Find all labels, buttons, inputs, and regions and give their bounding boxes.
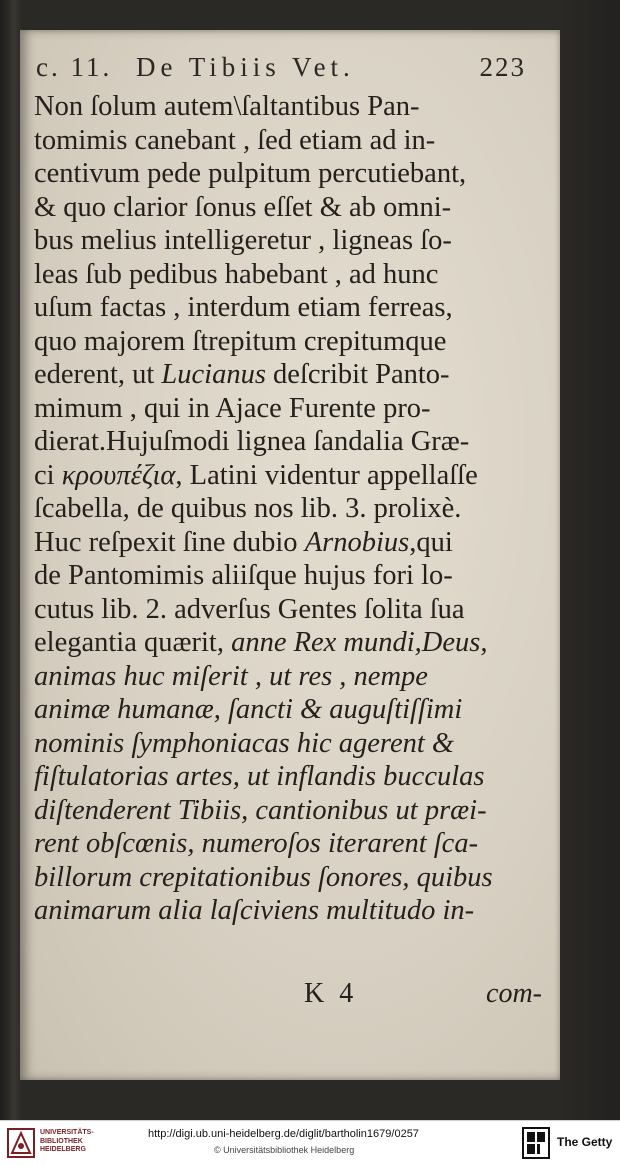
roman-text: ,qui bbox=[409, 526, 453, 558]
roman-text: bus melius intelligeretur , ligneas ſo- bbox=[34, 225, 452, 256]
italic-text: nominis ſymphoniacas hic agerent & bbox=[34, 727, 455, 759]
text-line bbox=[34, 258, 546, 292]
text-line bbox=[34, 291, 546, 325]
page-number: 223 bbox=[479, 52, 526, 82]
roman-text: Non ſolum autem\ſaltantibus Pan- bbox=[34, 91, 420, 122]
italic-text: animæ humanæ, ſancti & auguſtiſſimi bbox=[34, 694, 463, 725]
copyright-notice: © Universitätsbibliothek Heidelberg bbox=[214, 1145, 355, 1155]
signature-mark: K 4 bbox=[304, 978, 358, 1009]
italic-text: κρουπέζια bbox=[61, 459, 176, 491]
roman-text: quo majorem ſtrepitum crepitumque bbox=[34, 325, 447, 357]
roman-text: uſum factas , interdum etiam ferreas, bbox=[34, 292, 453, 323]
roman-text: & quo clarior ſonus eſſet & ab omni- bbox=[34, 191, 452, 223]
roman-text: deſcribit Panto- bbox=[265, 359, 450, 390]
text-line bbox=[34, 425, 546, 459]
italic-text: animas huc miſerit , ut res , nempe bbox=[34, 660, 428, 692]
italic-text: fiſtulatorias artes, ut inflandis bucculas bbox=[34, 761, 485, 792]
text-line bbox=[34, 794, 546, 828]
text-line bbox=[34, 459, 546, 493]
text-line bbox=[34, 827, 546, 861]
getty-logo-icon bbox=[522, 1127, 550, 1159]
viewer-footer-bar bbox=[0, 1120, 620, 1165]
text-line bbox=[34, 492, 546, 526]
roman-text: cutus lib. 2. adverſus Gentes ſolita ſua bbox=[34, 593, 465, 625]
page-footer bbox=[34, 978, 546, 1018]
text-line bbox=[34, 760, 546, 794]
roman-text: ſcabella, de quibus nos lib. 3. prolixè. bbox=[34, 493, 462, 524]
text-line bbox=[34, 894, 546, 928]
text-line bbox=[34, 224, 546, 258]
text-line bbox=[34, 358, 546, 392]
catchword: com- bbox=[486, 978, 542, 1009]
italic-text: Arnobius bbox=[304, 526, 410, 558]
roman-text: elegantia quærit, bbox=[34, 627, 232, 658]
partner-name: The Getty bbox=[557, 1135, 613, 1149]
text-line bbox=[34, 392, 546, 426]
roman-text: tomimis canebant , ſed etiam ad in- bbox=[34, 124, 436, 156]
running-title: De Tibiis Vet. bbox=[136, 52, 355, 82]
text-line bbox=[34, 124, 546, 158]
text-line bbox=[34, 559, 546, 593]
text-line bbox=[34, 861, 546, 895]
running-head bbox=[36, 52, 536, 92]
roman-text: centivum pede pulpitum percutiebant, bbox=[34, 158, 467, 189]
text-line bbox=[34, 526, 546, 560]
text-line bbox=[34, 727, 546, 761]
italic-text: billorum crepitationibus ſonores, quibus bbox=[34, 861, 493, 893]
text-line bbox=[34, 660, 546, 694]
italic-text: diſtenderent Tibiis, cantionibus ut præi- bbox=[34, 794, 487, 826]
roman-text: de Pantomimis aliiſque hujus fori lo- bbox=[34, 560, 453, 591]
italic-text: anne Rex mundi,Deus, bbox=[231, 627, 488, 658]
text-line bbox=[34, 191, 546, 225]
roman-text: leas ſub pedibus habebant , ad hunc bbox=[34, 258, 439, 290]
italic-text: Lucianus bbox=[161, 359, 266, 390]
chapter-label: c. 11. bbox=[36, 52, 113, 82]
body-text bbox=[34, 90, 546, 928]
text-line bbox=[34, 90, 546, 124]
roman-text: ci bbox=[34, 459, 62, 491]
text-line bbox=[34, 593, 546, 627]
roman-text: ederent, ut bbox=[34, 359, 162, 390]
text-line bbox=[34, 693, 546, 727]
book-page bbox=[20, 30, 560, 1080]
roman-text: mimum , qui in Ajace Furente pro- bbox=[34, 392, 431, 424]
text-line bbox=[34, 626, 546, 660]
italic-text: rent obſcœnis, numeroſos iterarent ſca- bbox=[34, 828, 479, 859]
permalink[interactable]: http://digi.ub.uni-heidelberg.de/diglit/bartholin1679/0257 bbox=[148, 1128, 419, 1140]
roman-text: dierat.Hujuſmodi lignea ſandalia Græ- bbox=[34, 426, 470, 457]
text-line bbox=[34, 157, 546, 191]
roman-text: Huc reſpexit ſine dubio bbox=[34, 526, 305, 558]
italic-text: animarum alia laſciviens multitudo in- bbox=[34, 895, 475, 926]
text-line bbox=[34, 325, 546, 359]
university-seal-icon bbox=[6, 1127, 36, 1159]
roman-text: , Latini videntur appellaſſe bbox=[175, 459, 478, 491]
institution-name: UNIVERSITÄTS- BIBLIOTHEK HEIDELBERG bbox=[40, 1129, 94, 1153]
